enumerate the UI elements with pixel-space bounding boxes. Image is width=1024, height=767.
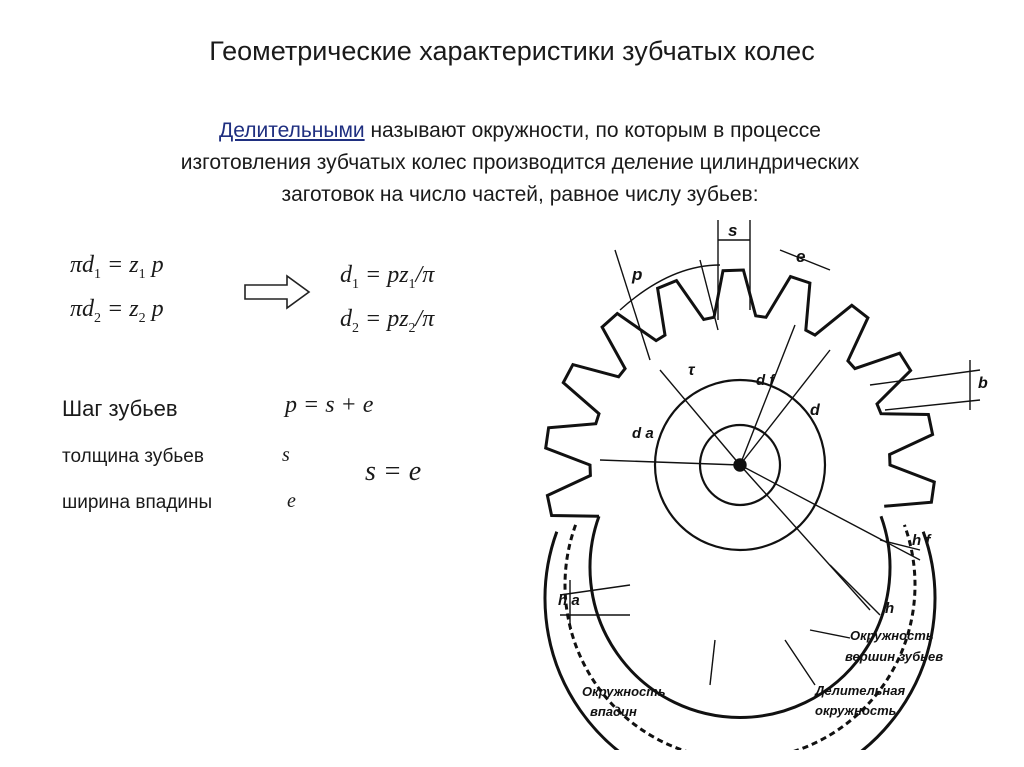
label-p: p <box>632 265 643 284</box>
label-df: d f <box>756 372 775 389</box>
formula-d2: $d_2 = pz_2/\pi$ <box>340 306 435 336</box>
label-root-circle-1: Окружность <box>582 684 666 699</box>
width-label: ширина впадины <box>62 492 213 513</box>
gear-diagram <box>540 210 1020 750</box>
page-title: Геометрические характеристики зубчатых колес <box>209 36 815 66</box>
pitch-label: Шаг зубьев <box>62 396 178 421</box>
term-dividing: Делительными <box>219 119 365 142</box>
intro-paragraph <box>40 115 1000 211</box>
gear-teeth-outline <box>546 270 935 516</box>
thickness-label: толщина зубьев <box>62 446 204 467</box>
label-pitch-circle-2: окружность <box>815 703 897 718</box>
width-symbol: e <box>287 490 296 512</box>
pitch-formula: p = s + e <box>285 392 374 418</box>
equality-formula: s = e <box>365 456 422 487</box>
label-s: s <box>728 221 738 240</box>
label-d: d <box>810 402 820 419</box>
formula-pi-d2: $\pi d_2 = z_2$ p <box>70 296 164 326</box>
label-da: d a <box>632 425 654 442</box>
label-root-circle-2: впадин <box>590 704 637 719</box>
label-tau: τ <box>688 362 695 379</box>
label-tip-circle-2: вершин зубьев <box>845 649 944 664</box>
label-pitch-circle-1: Делительная <box>815 683 906 698</box>
dimension-lines <box>560 220 980 685</box>
label-h: h <box>885 600 895 617</box>
intro-line-3: заготовок на число частей, равное числу зубьев: <box>281 183 759 206</box>
label-tip-circle-1: Окружность <box>850 628 934 643</box>
implies-arrow-icon <box>243 272 313 312</box>
label-b: b <box>978 375 988 392</box>
label-e: e <box>796 247 806 266</box>
formula-d1: $d_1 = pz_1/\pi$ <box>340 262 435 292</box>
thickness-symbol: s <box>282 444 290 466</box>
intro-line-1: Делительными называют окружности, по которым в процессе <box>219 119 821 142</box>
intro-line-2: изготовления зубчатых колес производится деление цилиндрических <box>180 151 860 174</box>
formula-pi-d1: $\pi d_1 = z_1$ p <box>70 252 164 282</box>
label-hf: h f <box>912 532 931 549</box>
label-ha: h a <box>558 592 580 609</box>
